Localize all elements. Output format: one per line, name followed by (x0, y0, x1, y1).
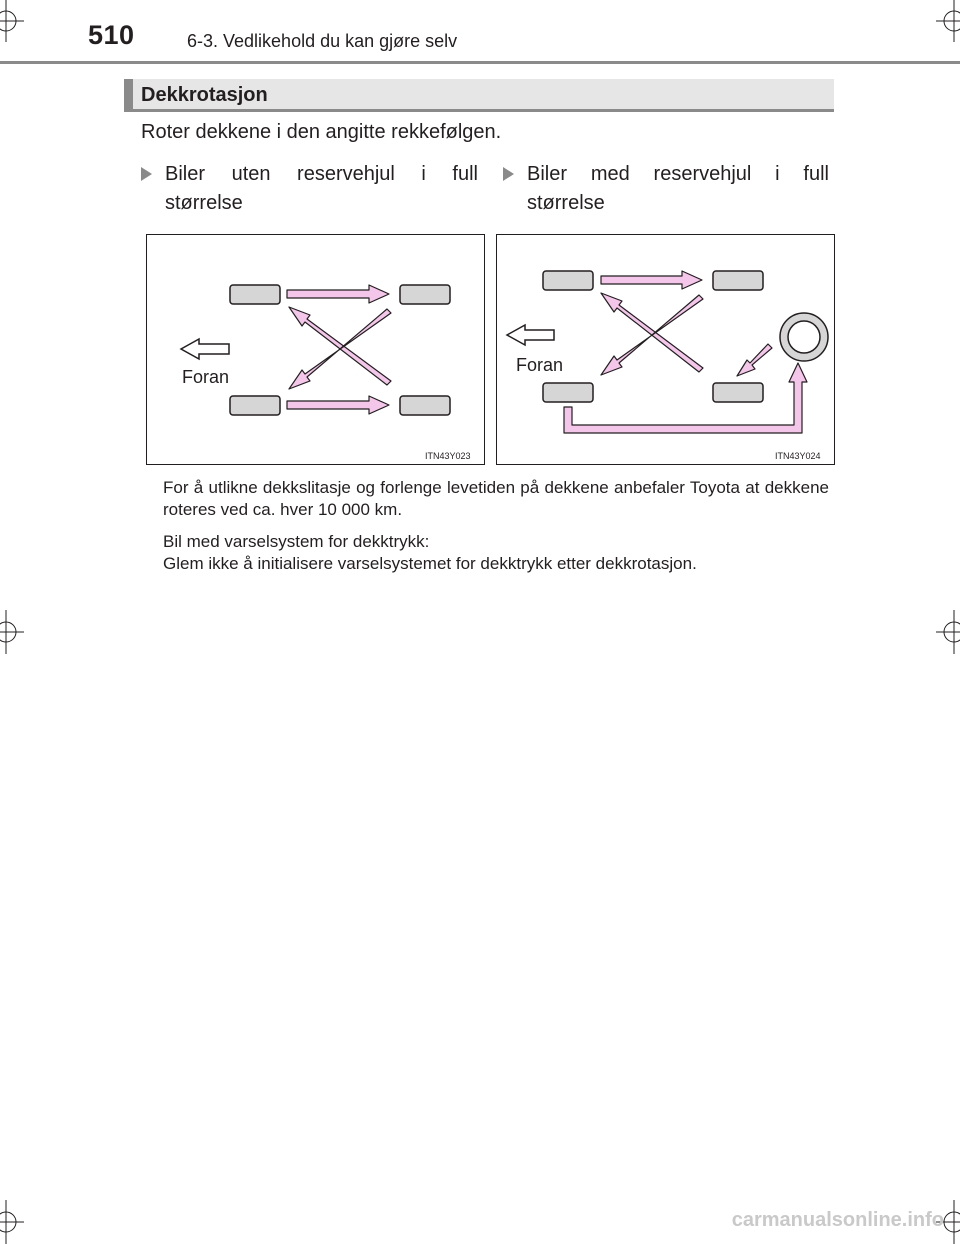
section-title: Dekkrotasjon (141, 84, 268, 106)
tire-rear-right (400, 396, 450, 415)
spare-tire-icon (780, 313, 828, 361)
front-label: Foran (182, 367, 230, 387)
option-with-spare (503, 160, 829, 218)
option-label-line2: størrelse (165, 192, 243, 214)
tire-front-right (400, 285, 450, 304)
tire-front-right (713, 271, 763, 290)
section-intro: Roter dekkene i den angitte rekkefølgen. (141, 121, 502, 143)
arrow-front-rotation (287, 285, 389, 303)
tire-front-left (230, 285, 280, 304)
tire-rear-right (713, 383, 763, 402)
front-label: Foran (516, 355, 564, 375)
tire-rear-left (230, 396, 280, 415)
watermark-logo: carmanualsonline.info (731, 1209, 944, 1231)
note-rotation-interval: For å utlikne dekkslitasje og forlenge levetiden på dekkene anbefaler Toyota at dekkene roteres ved ca. hver 10 000 km. (163, 478, 829, 519)
arrow-rear-to-spare (564, 363, 807, 433)
option-without-spare (141, 160, 478, 218)
tire-front-left (543, 271, 593, 290)
bullet-triangle-icon (503, 167, 514, 181)
arrow-rear-rotation (287, 396, 389, 414)
front-direction-arrow-icon (507, 325, 554, 345)
option-label-line1: Biler med reservehjul i full (527, 163, 829, 185)
diagram-rotation-no-spare (146, 234, 485, 465)
bullet-triangle-icon (141, 167, 152, 181)
rotation-illustration (497, 235, 836, 466)
option-label-line1: Biler uten reservehjul i full (165, 163, 478, 185)
rotation-illustration (147, 235, 486, 466)
header-rule (0, 61, 960, 64)
diagram-code: ITN43Y023 (425, 451, 471, 461)
note-tpms-reminder: Glem ikke å initialisere varselsystemet for dekktrykk etter dekkrotasjon. (163, 554, 697, 573)
arrow-front-rotation (601, 271, 702, 289)
note-tpms-heading: Bil med varselsystem for dekktrykk: (163, 532, 430, 551)
tire-rear-left (543, 383, 593, 402)
diagram-code: ITN43Y024 (775, 451, 821, 461)
arrow-spare-to-rear (737, 344, 772, 376)
diagram-rotation-with-spare (496, 234, 835, 465)
chapter-title: 6-3. Vedlikehold du kan gjøre selv (187, 31, 458, 51)
front-direction-arrow-icon (181, 339, 229, 359)
page-number: 510 (88, 20, 135, 50)
option-label-line2: størrelse (527, 192, 605, 214)
